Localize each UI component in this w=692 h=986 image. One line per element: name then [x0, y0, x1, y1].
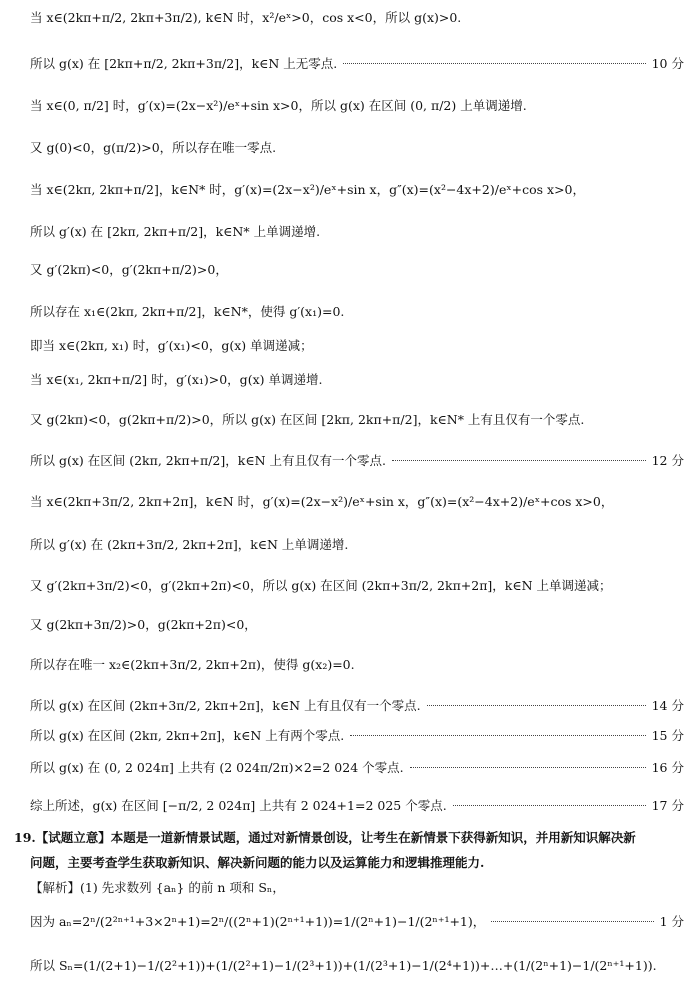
- text-line: [30, 912, 684, 930]
- dot-leader: [343, 63, 645, 64]
- dot-leader: [392, 460, 646, 461]
- question-intro-line1: 19.【试题立意】本题是一道新情景试题，通过对新情景创设，让考生在新情景下获得新知识，并用新知识解决新: [14, 830, 636, 845]
- question-intro-line2: 问题，主要考查学生获取新知识、解决新问题的能力以及运算能力和逻辑推理能力.: [30, 855, 485, 870]
- text-line: [30, 180, 684, 198]
- text-line: [30, 796, 684, 814]
- analysis-text: 【解析】(1) 先求数列 {aₙ} 的前 n 项和 Sₙ，: [30, 880, 285, 895]
- line-text: 又 g(2kπ+3π/2)>0，g(2kπ+2π)<0，: [30, 617, 257, 632]
- line-text: 所以 g′(x) 在 (2kπ+3π/2, 2kπ+2π]，k∈N 上单调递增.: [30, 537, 349, 552]
- line-text: 因为 aₙ=2ⁿ/(2²ⁿ⁺¹+3×2ⁿ+1)=2ⁿ/((2ⁿ+1)(2ⁿ⁺¹+1))=1/(2ⁿ+1)−1/(2ⁿ⁺¹+1)，: [30, 914, 486, 929]
- score-label: 1 分: [659, 914, 684, 929]
- text-line: [30, 696, 684, 714]
- line-text: 所以 g(x) 在 [2kπ+π/2, 2kπ+3π/2]，k∈N 上无零点.: [30, 56, 338, 71]
- text-line: [30, 655, 684, 673]
- text-line: [30, 96, 684, 114]
- score-label: 12 分: [651, 453, 684, 468]
- line-text: 又 g(2kπ)<0，g(2kπ+π/2)>0，所以 g(x) 在区间 [2kπ, 2kπ+π/2]，k∈N* 上有且仅有一个零点.: [30, 412, 585, 427]
- line-text: 所以 g(x) 在区间 (2kπ, 2kπ+2π]，k∈N 上有两个零点.: [30, 728, 345, 743]
- text-line: [30, 615, 684, 633]
- line-text: 所以存在 x₁∈(2kπ, 2kπ+π/2]，k∈N*，使得 g′(x₁)=0.: [30, 304, 345, 319]
- text-line: [30, 138, 684, 156]
- line-text: 当 x∈(2kπ+π/2, 2kπ+3π/2), k∈N 时，x²/eˣ>0，cos x<0，所以 g(x)>0.: [30, 10, 462, 25]
- line-text: 又 g(0)<0，g(π/2)>0，所以存在唯一零点.: [30, 140, 277, 155]
- text-line: [30, 956, 684, 974]
- text-line: [30, 336, 684, 354]
- line-text: 当 x∈(x₁, 2kπ+π/2] 时，g′(x₁)>0，g(x) 单调递增.: [30, 372, 323, 387]
- line-text: 当 x∈(2kπ, 2kπ+π/2]，k∈N* 时，g′(x)=(2x−x²)/eˣ+sin x，g″(x)=(x²−4x+2)/eˣ+cos x>0，: [30, 182, 586, 197]
- score-label: 16 分: [651, 760, 684, 775]
- text-line: [30, 302, 684, 320]
- line-text: 所以 g′(x) 在 [2kπ, 2kπ+π/2]，k∈N* 上单调递增.: [30, 224, 321, 239]
- question-intro: [30, 853, 684, 871]
- text-line: [30, 758, 684, 776]
- line-text: 又 g′(2kπ)<0，g′(2kπ+π/2)>0，: [30, 262, 228, 277]
- line-text: 当 x∈(0, π/2] 时，g′(x)=(2x−x²)/eˣ+sin x>0，所以 g(x) 在区间 (0, π/2) 上单调递增.: [30, 98, 527, 113]
- dot-leader: [491, 921, 653, 922]
- dot-leader: [427, 705, 646, 706]
- score-label: 10 分: [651, 56, 684, 71]
- text-line: [30, 410, 684, 428]
- score-label: 17 分: [651, 798, 684, 813]
- dot-leader: [410, 767, 646, 768]
- question-intro: [14, 828, 684, 846]
- line-text: 所以 g(x) 在区间 (2kπ+3π/2, 2kπ+2π]，k∈N 上有且仅有一个零点.: [30, 698, 421, 713]
- text-line: [30, 260, 684, 278]
- text-line: [30, 726, 684, 744]
- analysis-heading: [30, 878, 684, 896]
- text-line: [30, 492, 684, 510]
- text-line: [30, 8, 684, 26]
- text-line: [30, 54, 684, 72]
- text-line: [30, 370, 684, 388]
- line-text: 所以 g(x) 在 (0, 2 024π] 上共有 (2 024π/2π)×2=2 024 个零点.: [30, 760, 404, 775]
- dot-leader: [453, 805, 646, 806]
- line-text: 当 x∈(2kπ+3π/2, 2kπ+2π]，k∈N 时，g′(x)=(2x−x²)/eˣ+sin x，g″(x)=(x²−4x+2)/eˣ+cos x>0，: [30, 494, 614, 509]
- line-text: 又 g′(2kπ+3π/2)<0，g′(2kπ+2π)<0，所以 g(x) 在区间 (2kπ+3π/2, 2kπ+2π]，k∈N 上单调递减；: [30, 578, 612, 593]
- text-line: [30, 535, 684, 553]
- line-text: 综上所述，g(x) 在区间 [−π/2, 2 024π] 上共有 2 024+1=2 025 个零点.: [30, 798, 447, 813]
- text-line: [30, 222, 684, 240]
- dot-leader: [350, 735, 645, 736]
- score-label: 15 分: [651, 728, 684, 743]
- text-line: [30, 576, 684, 594]
- line-text: 所以存在唯一 x₂∈(2kπ+3π/2, 2kπ+2π)，使得 g(x₂)=0.: [30, 657, 355, 672]
- score-label: 14 分: [651, 698, 684, 713]
- line-text: 所以 g(x) 在区间 (2kπ, 2kπ+π/2]，k∈N 上有且仅有一个零点.: [30, 453, 386, 468]
- line-text: 所以 Sₙ=(1/(2+1)−1/(2²+1))+(1/(2²+1)−1/(2³+1))+(1/(2³+1)−1/(2⁴+1))+…+(1/(2ⁿ+1)−1/(2ⁿ⁺¹+1)).: [30, 958, 657, 973]
- text-line: [30, 451, 684, 469]
- line-text: 即当 x∈(2kπ, x₁) 时，g′(x₁)<0，g(x) 单调递减；: [30, 338, 313, 353]
